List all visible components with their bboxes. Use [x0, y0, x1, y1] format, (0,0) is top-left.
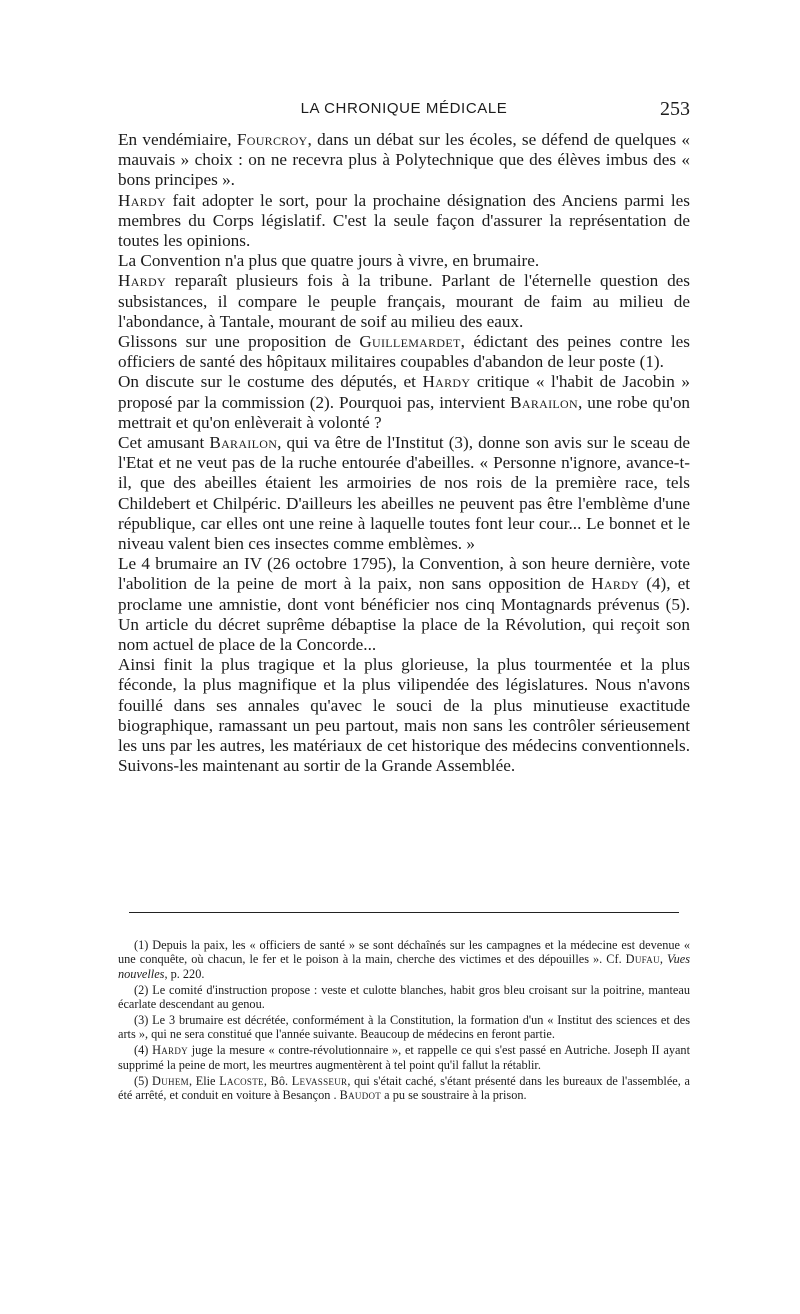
person-name: Lacoste	[219, 1073, 264, 1088]
footnote	[118, 938, 690, 981]
text-run: reparaît plusieurs fois à la tribune. Parlant de l'éternelle question des subsistances, il compare le peuple français, mourant de faim au milieu de l'abondance, à Tantale, mourant de soif au milieu des eaux.	[118, 271, 690, 331]
text-run: , p. 220.	[164, 966, 205, 981]
page-number: 253	[660, 98, 690, 120]
person-name: Barailon	[510, 392, 578, 412]
text-run: , Elie	[188, 1073, 220, 1088]
footnote	[118, 983, 690, 1012]
person-name: Dufau	[625, 952, 660, 967]
footnote-number: (1)	[134, 938, 149, 952]
footnote-number: (5)	[134, 1073, 149, 1088]
text-run: juge la mesure « contre-révolutionnaire », et rappelle ce qui s'est passé en Autriche. Joseph II ayant supprimé la peine de mort, les meurtres augmentèrent à tel point qu'il fallut la rétablir.	[118, 1043, 690, 1072]
text-run: Le comité d'instruction propose : veste et culotte blanches, habit gros bleu croisant sur la poitrine, manteau écarlate descendant au genou.	[118, 982, 690, 1012]
paragraph	[118, 433, 690, 554]
person-name: Duhem	[152, 1073, 189, 1088]
footnote-divider	[129, 912, 679, 913]
person-name: Hardy	[591, 574, 640, 594]
footnote	[118, 1013, 690, 1042]
person-name: Hardy	[152, 1043, 188, 1058]
page-header	[118, 98, 690, 124]
text-run: Le 3 brumaire est décrétée, conformément à la Constitution, la formation d'un « Institut des sciences et des arts », qui ne sera constitué que l'année suivante. Beaucoup de médecins en feront partie.	[118, 1013, 690, 1042]
paragraph	[118, 251, 690, 271]
text-run: , édictant des peines contre les officiers de santé des hôpitaux militaires coupables d'abandon de leur poste (1).	[118, 332, 690, 372]
paragraph	[118, 372, 690, 433]
paragraph	[118, 332, 690, 372]
text-run: critique « l'habit de Jacobin » proposé par la commission (2). Pourquoi pas, intervient	[118, 372, 690, 412]
text-run: En vendémiaire,	[118, 130, 237, 149]
book-title: Vues nouvelles	[118, 952, 690, 981]
text-run: a pu se soustraire à la prison.	[381, 1088, 527, 1103]
running-title: LA CHRONIQUE MÉDICALE	[300, 100, 508, 117]
paragraph	[118, 130, 690, 191]
text-run: fait adopter le sort, pour la prochaine désignation des Anciens parmi les membres du Corps législatif. C'est la seule façon d'assurer la représentation de toutes les opinions.	[118, 190, 690, 251]
paragraph	[118, 191, 690, 252]
footnotes	[118, 938, 690, 1104]
person-name: Baudot	[339, 1088, 382, 1103]
text-run: ,	[659, 952, 667, 967]
footnote-number: (3)	[134, 1013, 149, 1028]
text-run: , qui va être de l'Institut (3), donne son avis sur le sceau de l'Etat et ne veut pas de la ruche entourée d'abeilles. « Personne n'ignore, avance-t-il, que des abeilles étaient les armoiries de nos rois de la première race, tels Childebert et Chilpéric. D'ailleurs les abeilles ne peuvent pas être l'emblème d'une république, car elles ont une reine à laquelle toutes font leur cour... Le bonnet et le niveau valent bien ces insectes comme emblèmes. »	[118, 433, 690, 554]
person-name: Fourcroy	[236, 130, 308, 149]
footnote	[118, 1043, 690, 1072]
person-name: Hardy	[118, 271, 166, 291]
text-run: , une robe qu'on mettrait et qu'on enlèverait à volonté ?	[118, 392, 691, 432]
person-name: Hardy	[422, 372, 471, 392]
body-text	[118, 130, 690, 777]
person-name: Hardy	[118, 190, 166, 210]
text-run: On discute sur le costume des députés, et	[118, 372, 423, 392]
text-run: Cet amusant	[118, 433, 210, 453]
text-run: Le 4 brumaire an IV (26 octobre 1795), la Convention, à son heure dernière, vote l'abolition de la peine de mort à la paix, non sans opposition de	[118, 554, 690, 594]
paragraph	[118, 655, 690, 776]
footnote	[118, 1074, 690, 1103]
text-run: Ainsi finit la plus tragique et la plus glorieuse, la plus tourmentée et la plus féconde, la plus magnifique et la plus vilipendée des législatures. Nous n'avons fouillé dans ses annales qu'avec le souci de la plus minutieuse exactitude biographique, ramassant un peu partout, mais non sans les contrôler sérieusement les uns par les autres, les matériaux de cet historique des médecins conventionnels. Suivons-les maintenant au sortir de la Grande Assemblée.	[118, 655, 690, 776]
person-name: Barailon	[209, 433, 278, 453]
text-run: , Bô.	[263, 1073, 292, 1088]
paragraph	[118, 554, 690, 655]
text-run: Glissons sur une proposition de	[118, 332, 360, 352]
text-run: , qui s'était caché, s'étant présenté dans les bureaux de l'assemblée, a été arrêté, et conduit en voiture à Besançon .	[118, 1073, 690, 1103]
footnote-number: (2)	[134, 982, 149, 997]
text-run: , dans un débat sur les écoles, se défend de quelques « mauvais » choix : on ne recevra plus à Polytechnique que des élèves imbus des « bons principes ».	[118, 130, 690, 190]
text-run: Depuis la paix, les « officiers de santé » se sont déchaînés sur les campagnes et la médecine est devenue « une conquête, où chacun, le fer et le poison à la main, cherche des victimes et des dépouilles ». Cf.	[118, 938, 690, 967]
text-run: (4), et proclame une amnistie, dont vont bénéficier nos cinq Montagnards prévenus (5). Un article du décret suprême débaptise la place de la Révolution, qui reçoit son nom actuel de place de la Concorde...	[118, 574, 690, 655]
text-run: La Convention n'a plus que quatre jours à vivre, en brumaire.	[118, 251, 540, 271]
footnote-number: (4)	[134, 1043, 149, 1058]
paragraph	[118, 271, 690, 332]
person-name: Guillemardet	[359, 332, 461, 352]
person-name: Levasseur	[291, 1073, 348, 1088]
